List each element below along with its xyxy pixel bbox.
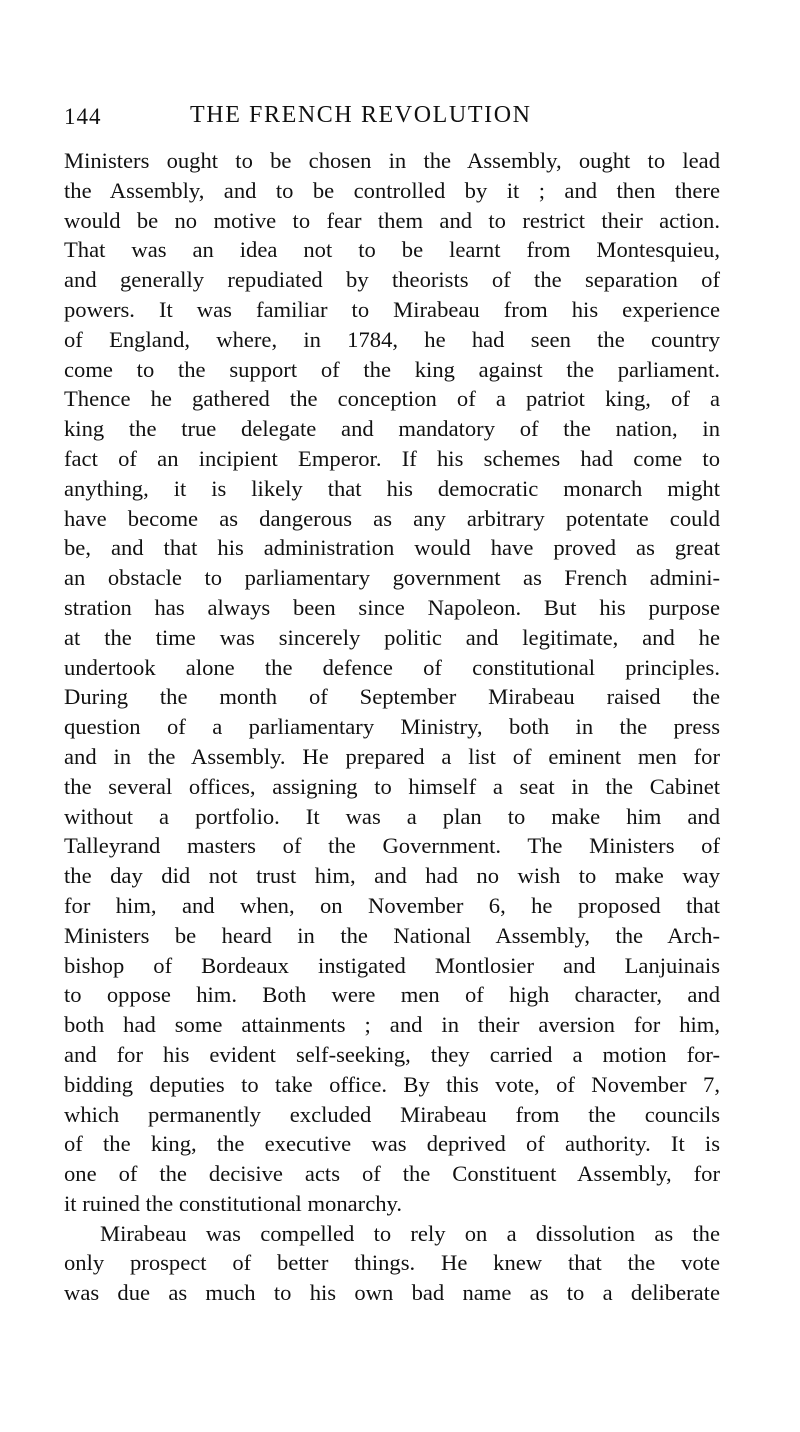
text-line: Talleyrand masters of the Government. The Ministers of (64, 833, 720, 859)
running-title: THE FRENCH REVOLUTION (190, 102, 532, 128)
text-line: was due as much to his own bad name as to a deliberate (64, 1280, 720, 1306)
text-line: Ministers be heard in the National Assembly, the Arch- (64, 922, 720, 948)
text-line: one of the decisive acts of the Constituent Assembly, for (64, 1161, 720, 1187)
text-line: to oppose him. Both were men of high character, and (64, 982, 720, 1008)
text-line: and generally repudiated by theorists of the separation of (64, 267, 720, 293)
text-line: Ministers ought to be chosen in the Assembly, ought to lead (64, 148, 720, 173)
text-line: have become as dangerous as any arbitrary potentate could (64, 505, 720, 531)
text-line: question of a parliamentary Ministry, both in the press (64, 714, 720, 740)
text-line: Mirabeau was compelled to rely on a dissolution as the (100, 1220, 720, 1246)
text-line: and for his evident self-seeking, they carried a motion for- (64, 1041, 720, 1067)
text-line: fact of an incipient Emperor. If his schemes had come to (64, 445, 720, 471)
text-line: it ruined the constitutional monarchy. (64, 1190, 402, 1216)
running-head (64, 96, 720, 136)
text-line: an obstacle to parliamentary government as French admini- (64, 565, 720, 591)
text-line: only prospect of better things. He knew that the vote (64, 1250, 720, 1276)
text-line: without a portfolio. It was a plan to make him and (64, 803, 720, 829)
text-line: which permanently excluded Mirabeau from the councils (64, 1101, 720, 1127)
text-line: be, and that his administration would have proved as great (64, 535, 720, 561)
book-page (64, 96, 720, 1308)
text-line: of the king, the executive was deprived of authority. It is (64, 1131, 720, 1157)
text-line: undertook alone the defence of constitutional principles. (64, 654, 720, 680)
text-line: stration has always been since Napoleon. But his purpose (64, 594, 720, 620)
text-line: That was an idea not to be learnt from Montesquieu, (64, 237, 720, 263)
text-line: both had some attainments ; and in their aversion for him, (64, 1012, 720, 1038)
text-line: the day did not trust him, and had no wish to make way (64, 863, 720, 889)
text-line: the Assembly, and to be controlled by it ; and then there (64, 177, 720, 203)
text-line: come to the support of the king against the parliament. (64, 356, 720, 382)
text-line: would be no motive to fear them and to restrict their action. (64, 207, 720, 233)
text-line: and in the Assembly. He prepared a list of eminent men for (64, 743, 720, 769)
text-line: bishop of Bordeaux instigated Montlosier and Lanjuinais (64, 952, 720, 978)
text-line: the several offices, assigning to himself a seat in the Cabinet (64, 773, 720, 799)
text-line: bidding deputies to take office. By this vote, of November 7, (64, 1071, 720, 1097)
text-line: king the true delegate and mandatory of the nation, in (64, 416, 720, 442)
text-line: During the month of September Mirabeau raised the (64, 684, 720, 710)
text-line: anything, it is likely that his democratic monarch might (64, 475, 720, 501)
text-line: Thence he gathered the conception of a patriot king, of a (64, 386, 720, 412)
text-line: of England, where, in 1784, he had seen the country (64, 326, 720, 352)
text-line: for him, and when, on November 6, he proposed that (64, 892, 720, 918)
body-text (64, 146, 720, 1308)
text-line: at the time was sincerely politic and legitimate, and he (64, 624, 720, 650)
text-line: powers. It was familiar to Mirabeau from his experience (64, 296, 720, 322)
page-number: 144 (64, 104, 102, 129)
